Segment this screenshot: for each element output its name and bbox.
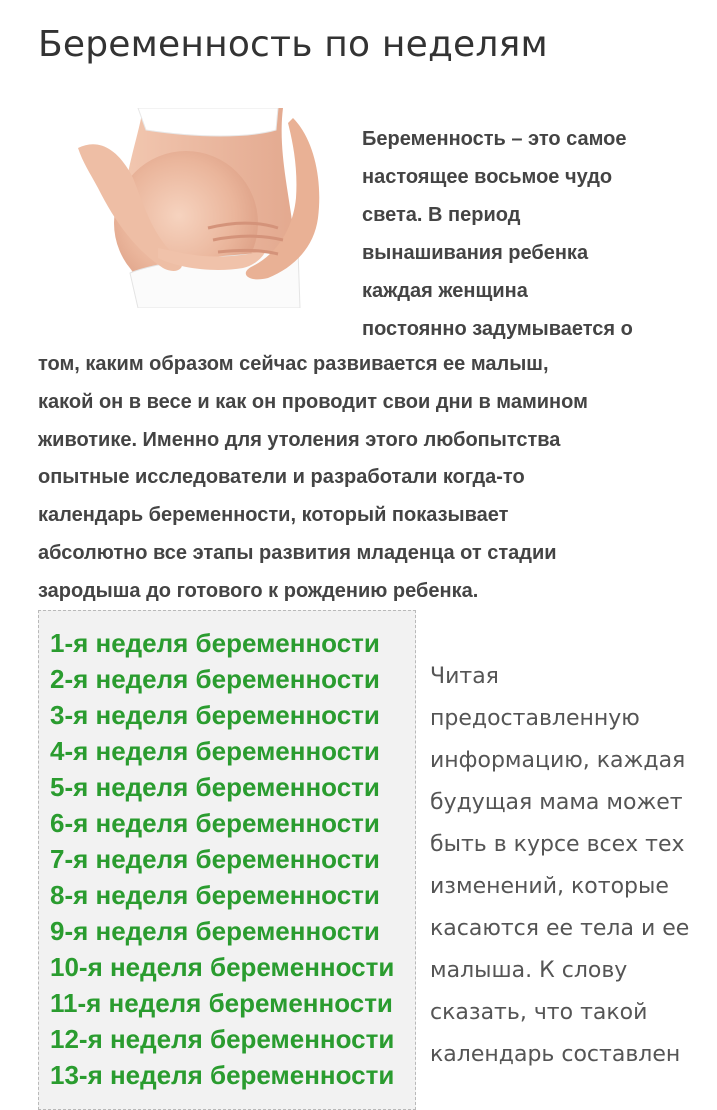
intro-text-top — [362, 120, 692, 348]
week-4-link[interactable]: 4-я неделя беременности — [50, 736, 380, 766]
weeks-list — [50, 625, 394, 1093]
side-line: сказать, что такой — [430, 1000, 648, 1025]
intro-line: Беременность – это самое — [362, 128, 627, 150]
intro-line: опытные исследователи и разработали когда-то — [38, 466, 525, 489]
side-line: календарь составлен — [430, 1042, 681, 1067]
week-7-link[interactable]: 7-я неделя беременности — [50, 844, 380, 874]
intro-line: животике. Именно для утоления этого любопытства — [38, 428, 561, 451]
list-item — [50, 661, 394, 697]
week-11-link[interactable]: 11-я неделя беременности — [50, 988, 393, 1018]
intro-text-bottom — [38, 346, 698, 611]
list-item — [50, 697, 394, 733]
side-line: информацию, каждая — [430, 748, 686, 773]
intro-line: абсолютно все этапы развития младенца от стадии — [38, 541, 557, 564]
intro-line: каждая женщина — [362, 280, 528, 302]
side-line: малыша. К слову — [430, 958, 628, 983]
intro-line: календарь беременности, который показывает — [38, 504, 509, 527]
list-item — [50, 1021, 394, 1057]
page-title: Беременность по неделям — [38, 24, 548, 65]
week-8-link[interactable]: 8-я неделя беременности — [50, 880, 380, 910]
list-item — [50, 733, 394, 769]
week-2-link[interactable]: 2-я неделя беременности — [50, 664, 380, 694]
pregnant-belly-photo — [38, 108, 348, 308]
side-line: касаются ее тела и ее — [430, 916, 690, 941]
intro-line: какой он в весе и как он проводит свои дни в мамином — [38, 390, 588, 413]
side-line: будущая мама может — [430, 790, 683, 815]
intro-line: вынашивания ребенка — [362, 242, 589, 264]
week-10-link[interactable]: 10-я неделя беременности — [50, 952, 395, 982]
week-9-link[interactable]: 9-я неделя беременности — [50, 916, 380, 946]
weeks-navigation-box — [38, 610, 416, 1110]
list-item — [50, 949, 394, 985]
side-paragraph — [430, 656, 700, 1076]
intro-line: настоящее восьмое чудо — [362, 166, 613, 188]
week-3-link[interactable]: 3-я неделя беременности — [50, 700, 380, 730]
week-6-link[interactable]: 6-я неделя беременности — [50, 808, 380, 838]
intro-line: зародыша до готового к рождению ребенка. — [38, 579, 479, 602]
week-13-link[interactable]: 13-я неделя беременности — [50, 1060, 395, 1090]
side-line: Читая — [430, 664, 499, 689]
intro-line: том, каким образом сейчас развивается ее малыш, — [38, 353, 549, 375]
list-item — [50, 985, 394, 1021]
list-item — [50, 769, 394, 805]
intro-line: света. В период — [362, 204, 521, 226]
side-line: предоставленную — [430, 706, 640, 731]
list-item — [50, 625, 394, 661]
list-item — [50, 913, 394, 949]
week-12-link[interactable]: 12-я неделя беременности — [50, 1024, 395, 1054]
intro-line: постоянно задумывается о — [362, 318, 633, 340]
side-line: изменений, которые — [430, 874, 669, 899]
list-item — [50, 877, 394, 913]
list-item — [50, 1057, 394, 1093]
week-1-link[interactable]: 1-я неделя беременности — [50, 628, 380, 658]
list-item — [50, 805, 394, 841]
list-item — [50, 841, 394, 877]
week-5-link[interactable]: 5-я неделя беременности — [50, 772, 380, 802]
side-line: быть в курсе всех тех — [430, 832, 685, 857]
